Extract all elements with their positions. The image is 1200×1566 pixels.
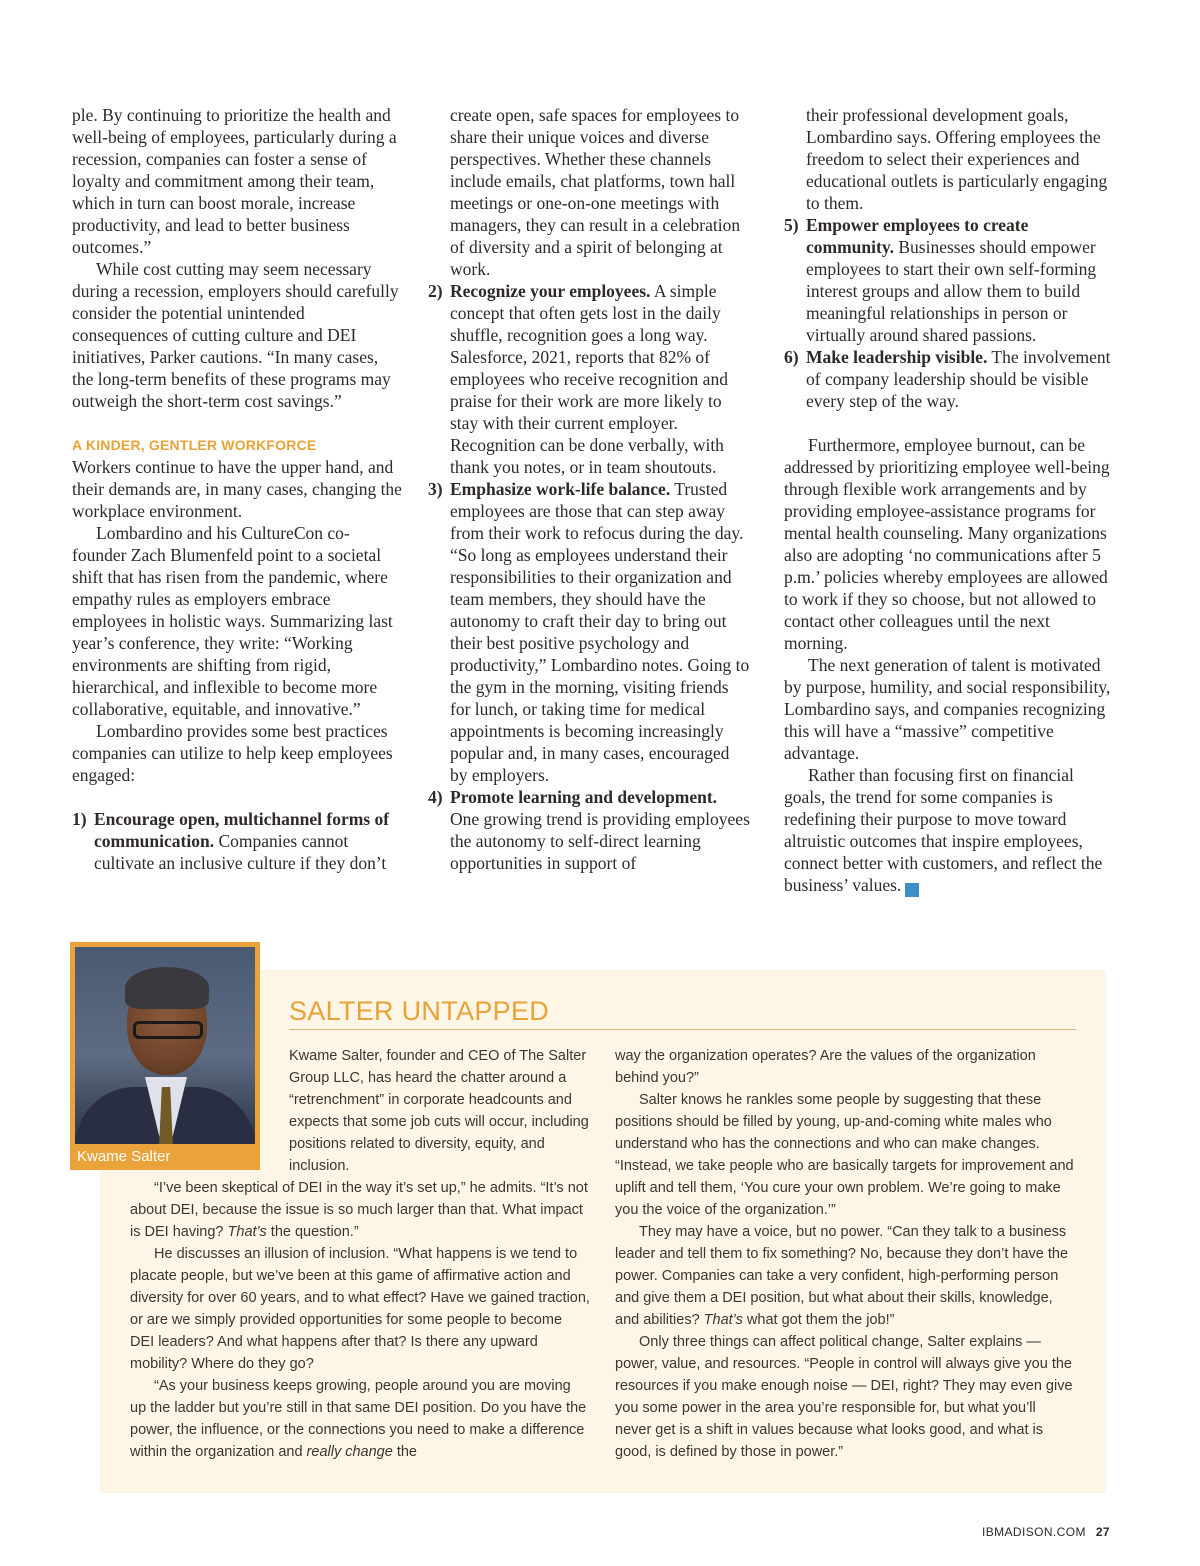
paragraph [130, 1177, 590, 1243]
paragraph: Salter knows he rankles some people by suggesting that these positions should be filled by young, up-and-coming white males who understand who has the connections and who can make changes. “Instead, we take people who are basically targets for improvement and uplift and tell them, ‘You cure your own problem. We’re going to make you the voice of the organization.’” [615, 1092, 1074, 1218]
paragraph: Furthermore, employee burnout, can be addressed by prioritizing employee well-being through flexible work arrangements and by providing employee-assistance programs for mental health counseling. Many organizations also are adopting ‘no communications after 5 p.m.’ policies whereby employees are allowed to work if they so choose, but not allowed to contact other colleagues until the next morning. [784, 435, 1110, 653]
section-heading: A KINDER, GENTLER WORKFORCE [72, 437, 317, 453]
sidebar-text-left-top [289, 1045, 589, 1177]
website-url: IBMADISON.COM [981, 1525, 1086, 1539]
sidebar-text-left [130, 1177, 590, 1463]
list-number: 2) [428, 281, 443, 301]
end-of-article-mark: IB [905, 883, 919, 897]
list-item [428, 786, 750, 874]
paragraph [130, 1375, 590, 1463]
paragraph [784, 764, 1114, 897]
page-footer [982, 1525, 1110, 1539]
paragraph-text: the [392, 1444, 417, 1460]
list-item-continuation: their professional development goals, Lombardino says. Offering employees the freedom to select their experiences and educational outlets is particularly engaging to them. [806, 105, 1108, 213]
page-number: 27 [1095, 1525, 1110, 1539]
paragraph: The next generation of talent is motivated by purpose, humility, and social responsibility, Lombardino says, and companies recognizing this will have a “massive” competitive advantage. [784, 655, 1111, 763]
paragraph-text: “I’ve been skeptical of DEI in the way it’s set up,” he admits. “It’s not about DEI, because the issue is so much larger than that. What impact is DEI having? [130, 1180, 588, 1240]
article-column-1 [72, 104, 402, 874]
paragraph: way the organization operates? Are the values of the organization behind you?” [615, 1048, 1036, 1086]
sidebar-title: SALTER UNTAPPED [289, 996, 550, 1026]
emphasis: That’s [703, 1312, 743, 1328]
list-item-text: Companies cannot cultivate an inclusive culture if they don’t [94, 831, 387, 873]
list-number: 1) [72, 809, 87, 829]
list-number: 6) [784, 347, 799, 367]
list-item-title: Make leadership visible. [806, 347, 988, 367]
paragraph: Lombardino and his CultureCon co-founder Zach Blumenfeld point to a societal shift that has risen from the pandemic, where empathy rules as employers embrace employees in holistic ways. Summarizing last year’s conference, they write: “Working environments are shifting from rigid, hierarchical, and inflexible to become more collaborative, equitable, and innovative.” [72, 523, 393, 719]
sidebar-title-rule [289, 1029, 1076, 1030]
list-number: 3) [428, 479, 443, 499]
list-item [428, 280, 750, 478]
list-item-title: Empower employees to create community. [806, 215, 1029, 257]
paragraph: While cost cutting may seem necessary during a recession, employers should carefully consider the potential unintended consequences of cutting culture and DEI initiatives, Parker cautions. “In many cases, the long-term benefits of these programs may outweigh the short-term cost savings.” [72, 259, 399, 411]
list-item-title: Encourage open, multichannel forms of communication. [94, 809, 390, 851]
article-column-3 [784, 104, 1114, 897]
sidebar-text-right [615, 1045, 1075, 1463]
emphasis: That’s [227, 1224, 267, 1240]
list-number: 5) [784, 215, 799, 235]
photo-caption: Kwame Salter [77, 1148, 171, 1165]
list-item-text: Trusted employees are those that can step away from their work to refocus during the day. “So long as employees understand their responsibilities to their organization and team members, they should have the autonomy to craft their day to bring out their best positive psychology and productivity,” Lombardino notes. Going to the gym in the morning, visiting friends for lunch, or taking time for medical appointments is becoming increasingly popular and, in many cases, encouraged by employers. [450, 479, 750, 785]
list-item-continuation: create open, safe spaces for employees to share their unique voices and diverse perspectives. Whether these channels include emails, chat platforms, town hall meetings or one-on-one meetings with managers, they can result in a celebration of diversity and a spirit of belonging at work. [450, 105, 741, 279]
list-item-text: One growing trend is providing employees the autonomy to self-direct learning opportunities in support of [450, 809, 750, 873]
paragraph: Lombardino provides some best practices companies can utilize to help keep employees engaged: [72, 721, 393, 785]
paragraph: Only three things can affect political change, Salter explains — power, value, and resources. “People in control will always give you the resources if you make enough noise — DEI, right? They may even give you some power in the area you’re responsible for, but what you’ll never get is a shift in values because what looks good, and what is good, is defined by those in power.” [615, 1334, 1073, 1460]
article-column-2 [428, 104, 750, 874]
list-item [784, 346, 1114, 412]
emphasis: really change [306, 1444, 393, 1460]
paragraph: Workers continue to have the upper hand, and their demands are, in many cases, changing the workplace environment. [72, 457, 402, 521]
paragraph: ple. By continuing to prioritize the health and well-being of employees, particularly during a recession, companies can foster a sense of loyalty and commitment among their team, which in turn can boost morale, increase productivity, and lead to better business outcomes.” [72, 105, 397, 257]
paragraph: He discusses an illusion of inclusion. “What happens is we tend to placate people, but we’ve been at this game of affirmative action and diversity for over 60 years, and to what effect? Have we gained traction, or are we simply provided opportunities for some people to become DEI leaders? And what happens after that? Is there any upward mobility? Where do they go? [130, 1246, 590, 1372]
list-number: 4) [428, 787, 443, 807]
list-item [428, 478, 750, 786]
list-item [784, 214, 1114, 346]
paragraph-text: what got them the job!” [742, 1312, 895, 1328]
paragraph: Kwame Salter, founder and CEO of The Salter Group LLC, has heard the chatter around a “retrenchment” in corporate headcounts and expects that some job cuts will occur, including positions related to diversity, equity, and inclusion. [289, 1048, 589, 1174]
list-item [72, 808, 402, 874]
paragraph-text: the question.” [266, 1224, 359, 1240]
list-item-title: Emphasize work-life balance. [450, 479, 671, 499]
paragraph-text: They may have a voice, but no power. “Can they talk to a business leader and tell them to fix something? No, because they don’t have the power. Companies can take a very confident, high-performing person and give them a DEI position, but what about their skills, knowledge, and abilities? [615, 1224, 1069, 1328]
list-item-text: The involvement of company leadership should be visible every step of the way. [806, 347, 1111, 411]
portrait-photo [75, 947, 255, 1144]
list-item-title: Promote learning and development. [450, 787, 718, 807]
list-item-text: A simple concept that often gets lost in the daily shuffle, recognition goes a long way. Salesforce, 2021, reports that 82% of employees who receive recognition and praise for their work are more likely to stay with their current employer. Recognition can be done verbally, with thank you notes, or in team shoutouts. [450, 281, 728, 477]
paragraph [615, 1221, 1075, 1331]
portrait-photo-frame [70, 942, 260, 1170]
paragraph-text: Rather than focusing first on financial goals, the trend for some companies is redefining their purpose to move toward altruistic outcomes that inspire employees, connect better with customers, and reflect the business’ values. [784, 765, 1103, 895]
paragraph-text: “As your business keeps growing, people around you are moving up the ladder but you’re still in that same DEI position. Do you have the power, the influence, or the connections you need to make a difference within the organization and [130, 1378, 587, 1460]
list-item-text: Businesses should empower employees to start their own self-forming interest groups and allow them to build meaningful relationships in person or virtually around shared passions. [806, 237, 1097, 345]
list-item-title: Recognize your employees. [450, 281, 651, 301]
